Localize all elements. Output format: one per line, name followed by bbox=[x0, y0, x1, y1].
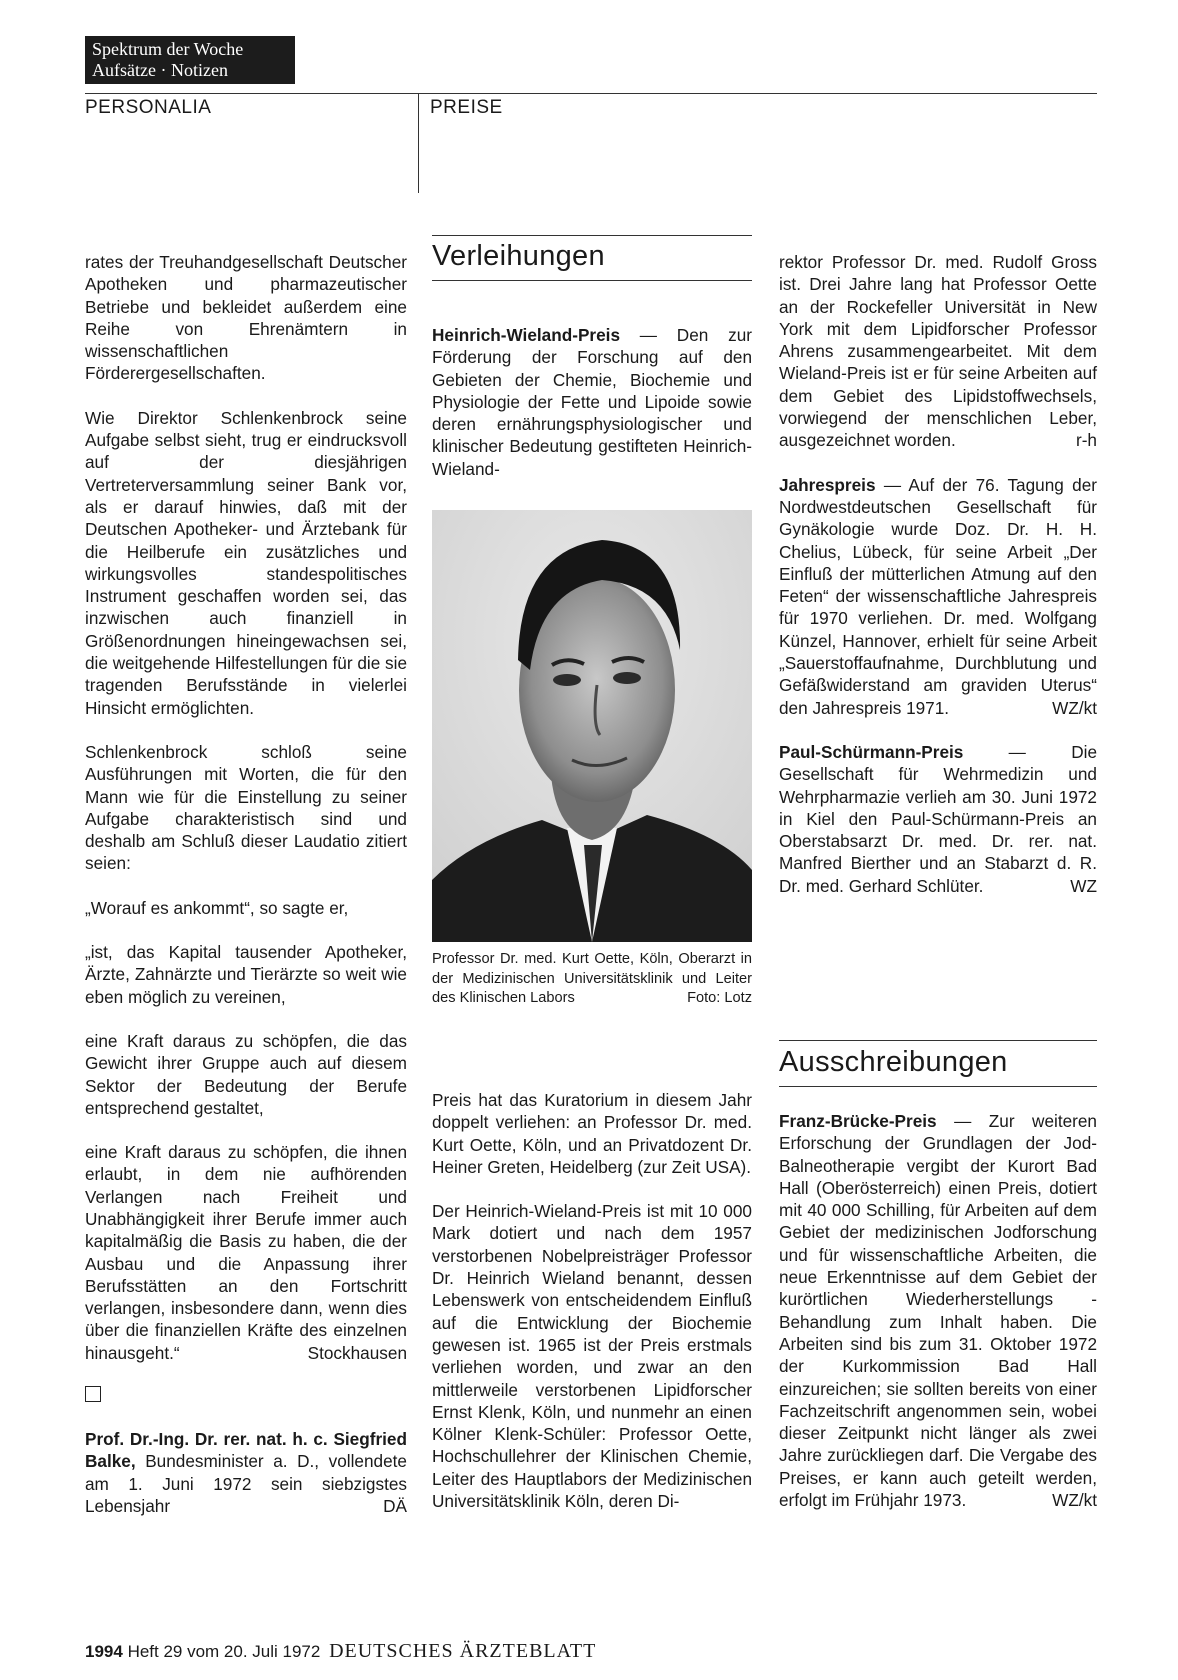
badge-line-2: Aufsätze · Notizen bbox=[92, 60, 228, 80]
person-name: Prof. Dr.-Ing. Dr. rer. nat. h. c. Siegfried Balke, bbox=[85, 1429, 407, 1472]
portrait-photo bbox=[432, 510, 752, 942]
paragraph-text: — Auf der 76. Tagung der Nordwestdeutschen Gesellschaft für Gynäkologie wurde Doz. Dr. H. H. Chelius, Lübeck, für seine Arbeit „Der Einfluß der mütterlichen Atmung auf den Feten“ der wissenschaftliche Jahrespreis für 1970 verliehen. Dr. med. Wolfgang Künzel, Hannover, erhielt für seine Arbeit „Sauerstoffaufnahme, Durchblutung und Gefäßwiderstand am graviden Uterus“ den Jahrespreis 1971. bbox=[779, 474, 1097, 718]
author-sign: DÄ bbox=[383, 1495, 407, 1516]
paragraph: „Worauf es ankommt“, so sagte er, bbox=[85, 897, 349, 918]
paragraph: „ist, das Kapital tausender Apotheker, Ärzte, Zahnärzte und Tierärzte so weit wie eben möglich zu vereinen, bbox=[85, 942, 407, 1007]
photo-credit: Foto: Lotz bbox=[687, 990, 752, 1006]
author-sign: WZ/kt bbox=[1052, 1490, 1097, 1511]
heading-rule-bottom bbox=[779, 1086, 1097, 1087]
top-rule bbox=[85, 93, 1097, 94]
column-preise-bottom bbox=[432, 1089, 752, 1534]
paragraph: Preis hat das Kuratorium in diesem Jahr doppelt verliehen: an Professor Dr. med. Kurt Oette, Köln, und an Privatdozent Dr. Heiner Greten, Heidelberg (zur Zeit USA). bbox=[432, 1090, 752, 1177]
paragraph bbox=[85, 1141, 407, 1364]
page-footer bbox=[85, 1640, 596, 1663]
paragraph bbox=[85, 1428, 407, 1517]
prize-name: Jahrespreis bbox=[779, 474, 876, 495]
magazine-title: DEUTSCHES ÄRZTEBLATT bbox=[329, 1640, 597, 1662]
prize-name: Paul-Schürmann-Preis bbox=[779, 741, 964, 762]
paragraph bbox=[779, 474, 1097, 719]
paragraph-text: — Zur weiteren Erforschung der Grundlagen der Jod-Balneotherapie vergibt der Kurort Bad Hall (Oberösterreich) einen Preis, dotiert mit 40 000 Schilling, für Arbeiten auf dem Gebiet der medizinischen Jodforschung und für wissenschaftliche Arbeiten, die neue Erkenntnisse auf dem Gebiet der kurörtlichen Wiederherstellungs - Behandlung zum Inhalt haben. Die Arbeiten sind bis zum 31. Oktober 1972 der Kurkommission Bad Hall einzureichen; sie sollten bereits von einer Fachzeitschrift angenommen sein, wobei dieser Zeitpunkt nicht länger als zwei Jahre zurückliegen darf. Die Vergabe des Preises, er kann auch geteilt werden, erfolgt im Frühjahr 1973. bbox=[779, 1111, 1097, 1511]
photo-caption bbox=[432, 950, 752, 1009]
paragraph-text: — Den zur Förderung der Forschung auf den Gebieten der Chemie, Biochemie und Physiologie der Fette und Lipoide sowie deren ernährungsphysiologischer und klinischer Bedeutung gestifteten Heinrich-Wieland- bbox=[432, 325, 752, 479]
badge-line-1: Spektrum der Woche bbox=[92, 39, 244, 59]
column-personalia bbox=[85, 251, 407, 1539]
column-ausschreibungen bbox=[779, 1110, 1097, 1533]
paragraph: Schlenkenbrock schloß seine Ausführungen mit Worten, die für den Mann wie für die Einstellung zu seiner Aufgabe charakteristisch sind und deshalb am Schluß dieser Laudatio zitiert seien: bbox=[85, 741, 407, 874]
paragraph bbox=[779, 741, 1097, 897]
heading-ausschreibungen: Ausschreibungen bbox=[779, 1046, 1008, 1078]
prize-name: Franz-Brücke-Preis bbox=[779, 1111, 937, 1131]
author-sign: WZ/kt bbox=[1052, 697, 1097, 718]
paragraph bbox=[432, 324, 752, 480]
section-badge bbox=[85, 36, 295, 84]
paragraph: Wie Direktor Schlenkenbrock seine Aufgabe selbst sieht, trug er eindrucksvoll auf der diesjährigen Vertreterversammlung seiner Bank vor, als er darauf hinwies, daß mit der Deutschen Apotheker- und Ärztebank für die Heilberufe ein zusätzliches und wirkungsvolles standespolitisches Instrument geschaffen worden sei, das inzwischen auch finanziell in Größenordnungen hineingewachsen sei, die weitgehende Hilfestellungen für die sie tragenden Berufsstände in vielerlei Hinsicht ermöglichten. bbox=[85, 407, 407, 718]
issue-info: Heft 29 vom 20. Juli 1972 bbox=[127, 1642, 321, 1661]
paragraph-text: eine Kraft daraus zu schöpfen, die ihnen erlaubt, in dem nie aufhörenden Verlangen nach Freiheit und Unabhängigkeit ihrer Berufe immer auch kapitalmäßig die Basis zu haben, die der Ausbau und die Anpassung ihrer Berufsstätten an den Fortschritt verlangen, insbesondere dann, wenn dies über die finanziellen Kräfte des einzelnen hinausgeht.“ bbox=[85, 1142, 407, 1363]
paragraph bbox=[779, 1110, 1097, 1511]
section-personalia: PERSONALIA bbox=[85, 97, 212, 118]
heading-rule-top bbox=[432, 235, 752, 236]
column-divider bbox=[418, 93, 419, 193]
paragraph: Der Heinrich-Wieland-Preis ist mit 10 000 Mark dotiert und nach dem 1957 verstorbenen Nobelpreisträger Professor Dr. Heinrich Wieland benannt, dessen Lebenswerk von entscheidendem Einfluß auf die Entwicklung der Biochemie gewesen ist. 1965 ist der Preis erstmals verliehen worden, und zwar an den mittlerweile verstorbenen Lipidforscher Ernst Klenk, Köln, und nunmehr an einen Kölner Klenk-Schüler: Professor Oette, Hochschullehrer der Klinischen Chemie, Leiter des Hauptlabors der Medizinischen Universitätsklinik Köln, deren Di- bbox=[432, 1201, 752, 1512]
author-sign: WZ bbox=[1070, 875, 1097, 896]
paragraph-text: — Die Gesellschaft für Wehrmedizin und Wehrpharmazie verlieh am 30. Juni 1972 in Kiel den Paul-Schürmann-Preis an Oberstabsarzt Dr. med. Dr. rer. nat. Manfred Bierther und an Stabarzt d. R. Dr. med. Gerhard Schlüter. bbox=[779, 741, 1097, 896]
paragraph-text: rektor Professor Dr. med. Rudolf Gross ist. Drei Jahre lang hat Professor Oette an der Rockefeller Universität in New York mit dem Lipidforscher Professor Ahrens zusammengearbeitet. Mit dem Wieland-Preis ist er für seine Arbeiten auf dem Gebiet des Lipidstoffwechsels, vorwiegend der menschlichen Leber, ausgezeichnet worden. bbox=[779, 252, 1097, 451]
end-mark-box bbox=[85, 1386, 101, 1402]
author-sign: Stockhausen bbox=[307, 1342, 407, 1363]
paragraph: rates der Treuhandgesellschaft Deutscher Apotheken und pharmazeutischer Betriebe und bekleidet außerdem eine Reihe von Ehrenämtern in wissenschaftlichen Förderergesellschaften. bbox=[85, 252, 407, 384]
caption-text: Professor Dr. med. Kurt Oette, Köln, Oberarzt in der Medizinischen Universitätsklinik und Leiter des Klinischen Labors bbox=[432, 951, 752, 1006]
column-preise-right bbox=[779, 251, 1097, 919]
paragraph: eine Kraft daraus zu schöpfen, die das Gewicht ihrer Gruppe auch auf diesem Sektor der Bedeutung der Berufe entsprechend gestaltet, bbox=[85, 1030, 407, 1118]
heading-verleihungen: Verleihungen bbox=[432, 240, 605, 272]
heading-rule-top bbox=[779, 1040, 1097, 1041]
section-preise: PREISE bbox=[430, 97, 503, 118]
author-sign: r-h bbox=[1075, 430, 1097, 451]
paragraph-text: Bundesminister a. D., vollendete am 1. Juni 1972 sein siebzigstes Lebensjahr bbox=[85, 1451, 407, 1516]
prize-name: Heinrich-Wieland-Preis bbox=[432, 325, 620, 345]
column-preise-top bbox=[432, 324, 752, 502]
page-number: 1994 bbox=[85, 1642, 123, 1661]
paragraph bbox=[779, 251, 1097, 452]
heading-rule-bottom bbox=[432, 280, 752, 281]
